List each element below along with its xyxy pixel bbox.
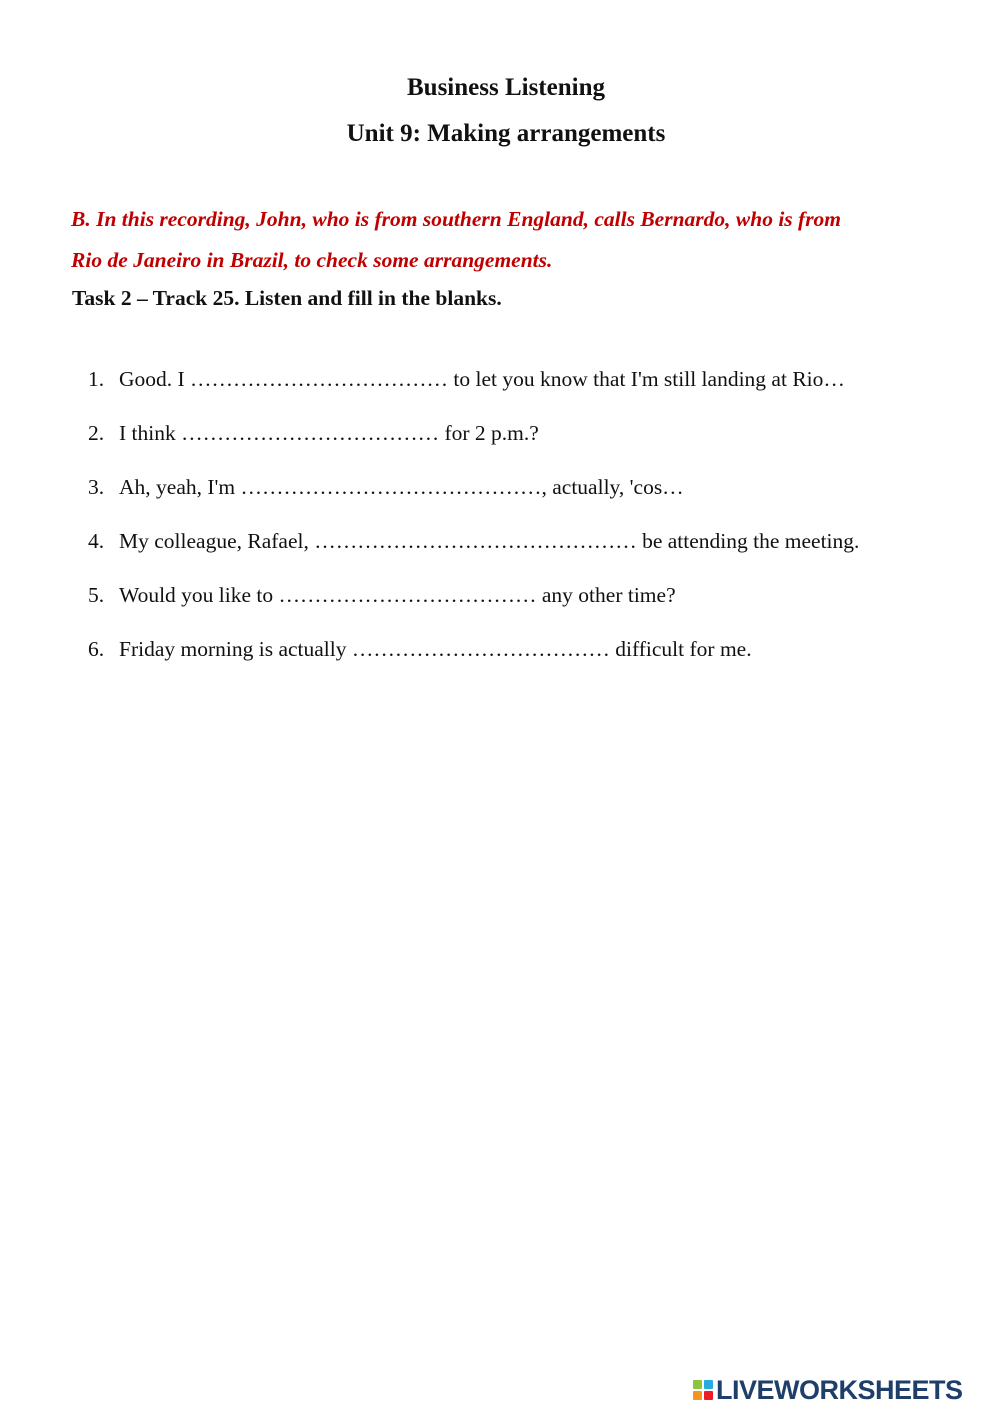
item-text: Good. I ……………………………… to let you know that I'm still landing at Rio… <box>119 367 845 391</box>
item-text: Friday morning is actually ……………………………… difficult for me. <box>119 637 752 661</box>
list-item <box>88 527 859 555</box>
item-text: My colleague, Rafael, ……………………………………… be attending the meeting. <box>119 529 860 553</box>
item-text: Ah, yeah, I'm ……………………………………, actually, 'cos… <box>119 475 684 499</box>
logo-mark-icon <box>693 1380 713 1400</box>
list-item <box>88 581 676 609</box>
logo-square <box>693 1391 702 1400</box>
list-item <box>88 419 539 447</box>
logo-square <box>704 1380 713 1389</box>
item-number: 3. <box>88 475 105 499</box>
logo-square <box>704 1391 713 1400</box>
page-title: Business Listening <box>407 74 605 101</box>
logo-square <box>693 1380 702 1389</box>
unit-title: Unit 9: Making arrangements <box>346 120 666 147</box>
liveworksheets-logo <box>693 1374 963 1406</box>
item-text: Would you like to ……………………………… any other time? <box>119 583 676 607</box>
intro-paragraph <box>71 199 951 280</box>
list-item <box>88 365 845 393</box>
list-item <box>88 473 684 501</box>
task-instruction: Task 2 – Track 25. Listen and fill in the blanks. <box>72 286 502 310</box>
item-text: I think ……………………………… for 2 p.m.? <box>119 421 539 445</box>
list-item <box>88 635 752 663</box>
intro-line-1: B. In this recording, John, who is from southern England, calls Bernardo, who is from <box>71 207 842 231</box>
item-number: 6. <box>88 637 105 661</box>
item-number: 5. <box>88 583 105 607</box>
item-number: 4. <box>88 529 105 553</box>
item-number: 1. <box>88 367 105 391</box>
intro-line-2: Rio de Janeiro in Brazil, to check some arrangements. <box>71 247 553 272</box>
logo-text: LIVEWORKSHEETS <box>716 1375 963 1405</box>
item-number: 2. <box>88 421 105 445</box>
